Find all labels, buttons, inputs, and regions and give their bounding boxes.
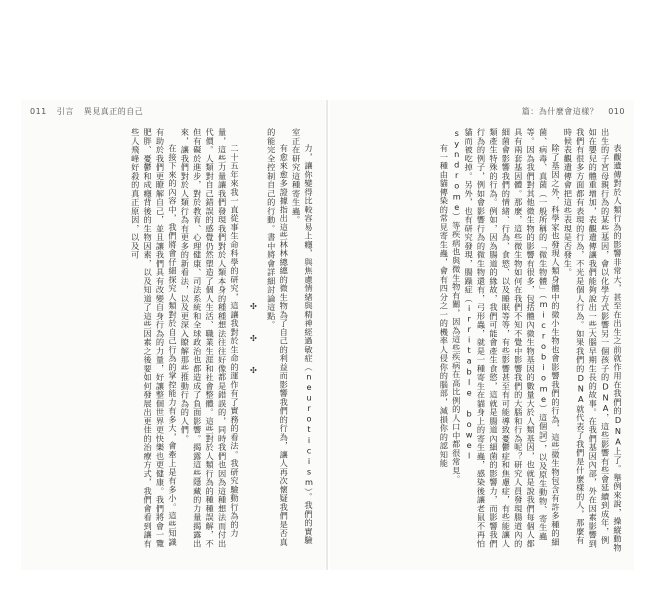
left-running-title: 異見真正的自己: [83, 107, 144, 116]
book-spine: [326, 100, 328, 570]
paragraph: 有愈來愈多證據指出這些林林總總的微生物為了自己的利益而影響我們的行為，讓人再次懷疑我們是否真的能完全控制自己的行動。書中將會詳細討論這點。: [266, 128, 290, 547]
left-page-header: [30, 106, 143, 117]
right-page-header: [522, 106, 625, 117]
left-chapter-label: 引言: [56, 107, 74, 116]
left-page: [21, 100, 325, 570]
paragraph: 在接下來的內容中，我們將會仔細探究人類對於自己行為的掌控能力有多大，會牽上是有多小。這些知識有助於我們更瞭解自己，並且讓我們具有改變自身行為的力量，好讓整個世界更快樂也更健康。我們將會一覽肥胖、憂鬱和成癮背後的生物因素，以及知道了這些因素之後要如何發展出更佳的治療方式，我們會看到讓有些人飛峰好殺的真正原因，以及可: [130, 128, 178, 548]
paragraph: 有一種由貓傳染的常見寄生蟲，會有四分之一的機率人侵你的腦部，減損你的認知能: [439, 144, 450, 469]
right-page-number: 010: [608, 107, 625, 116]
paragraph: 二十五年來我一直從事生命科學的研究，這讓我對於生命的運作有了實務的看法。我研究驗動行為的力量，這些力量讓我們發現我們對於人類本身的種種想法往往好像都是錯誤的，同時我們也因為這種想法而付出代價。人類對自己錯誤的感覺仍然塑造了個人生活、職業生涯和社會整體。這些對於人類行為的種種誤解，不但有礙於進步，對於教育、心理健康、司法系統和全球政治也都造成了負面影響。揭露這些隱藏的力量揭露出來，讓我們對於人類行為有更多的新看法，以及更深入瞭解那些推動行為的人們。: [180, 128, 240, 548]
section-divider: ✣ ✣ ✣: [248, 300, 259, 381]
right-body-text: [340, 128, 624, 553]
left-page-number: 011: [30, 107, 47, 116]
right-page: [330, 100, 634, 570]
paragraph: 力，讓你變得比較容易上癮，與焦慮情緒與精神經過敏症（neuroticism）。我們的實驗室正在研究這種寄生蟲。: [291, 128, 314, 546]
paragraph: 表觀遺傳對於人類行為的影響非常大，甚至在出生之前就作用在我們的DNA上了。舉例來說，操縱動物出生的子宮母親行為的某些基因，會以化學方式影響另一個孩子的DNA，這些影響有些會延續到成年，例如在嬰兒的體重增加，表觀遺傳讓我們能夠說出一些大腦早期生長的故事。在我們基因內部，外在因素影響到我們有很多方面都有表現的行為，不光是個人行為。如果我們的DNA就代表了我們是什麼樣的人，那麼有時候表觀遺傳會把這些表現是否發生。: [563, 128, 623, 553]
left-body-text: [31, 128, 315, 553]
right-chapter-label: 篇：為什麼會這樣？: [521, 107, 599, 116]
paragraph: 除了基因之外，科學家也發現人類身體中的微小生物也會影響我們的行為，這些微生物包含有許多種的細菌、病毒、真菌（一般所稱的「微生物體」（microbiome）這個詞），以及原生動物、寄生蟲等。因為我們對其他微生物的影響有很多，包括體內微生物基因的數量大於人類基因，也就是說我們每個人都具有兩套基因體。那麼，這些微生物如何在我們不知不覺中影響我們的大腦和行為呢？研究人員發現腸道內的細菌會影響我們的情緒、行為、食慾、以及睡眠等等，有些影響甚至有可能導致憂鬱症和焦慮症，有些能讓人類產生特殊的行為。例如，因為腸道的緣故，我們可能會產生食慾，這就是腸道內細菌的影響力，而影響我們行為的例子，例如會影響行為的微生物還有，弓形蟲，就是一種寄生在貓身上的寄生蟲，感染後讓老鼠不再怕貓而被吃掉。另外，也有研究發現，腸躁症（irritable bowel syndrome）等疾病也與微生物有關，因為這些疾病在高比例的人口中都很常見。: [451, 128, 561, 548]
